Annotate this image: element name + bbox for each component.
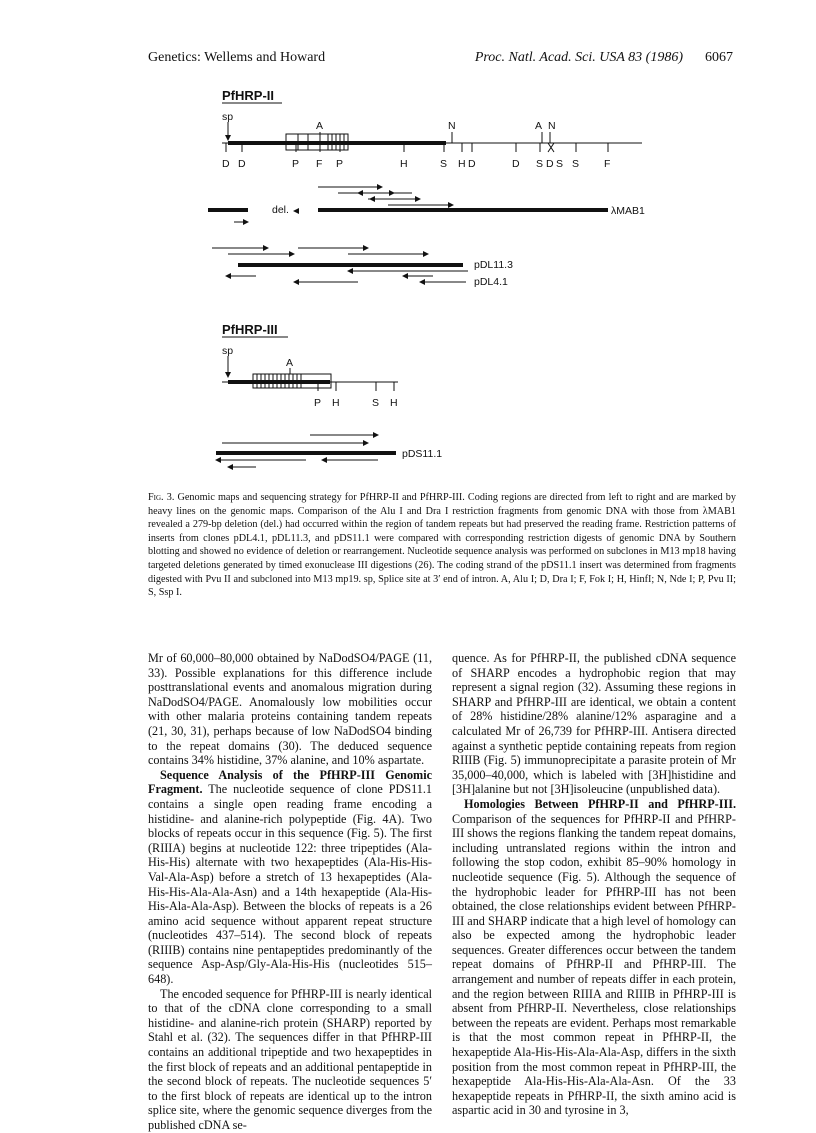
- figure-3-genomic-maps: [198, 82, 658, 472]
- figure-caption: [148, 491, 736, 600]
- caption-label: Fig. 3.: [148, 492, 175, 503]
- hrp2-site-N-2: N: [548, 120, 556, 132]
- right-paragraph-2-body: Comparison of the sequences for PfHRP-II and PfHRP-III shows the regions flanking the tandem repeat domains, including untranslated regions within the intron and following the stop codon, exhibit 85–90% homology in nucleotide sequence (Fig. 5). Although the sequence of the hydrophobic leader for PfHRP-III has not been obtained, the close relationships evident between PfHRP-III and SHARP indicate that a high level of homology can also be expected among the hydrophobic leader sequences. Greater differences occur between the tandem repeat domains of PfHRP-II and PfHRP-III. The arrangement and number of repeats differ in each protein, and the region between RIIIA and RIIIB in PfHRP-III is absent from PfHRP-II. Nevertheless, close relationships between the repeats are evident. Perhaps most remarkable is that the most common repeat in PfHRP-II, the hexapeptide Ala-His-His-Ala-Ala-Asp, differs in the sixth position from the most common repeat in PfHRP-III, the hexapeptide Ala-His-His-Ala-Ala-Asn. Of the 33 hexapeptide repeats in PfHRP-II, the sixth amino acid is aspartic acid in 30 and tyrosine in 3,: [452, 811, 736, 1118]
- hrp2-site-F-2: F: [604, 158, 611, 170]
- hrp2-site-P-2: P: [336, 158, 344, 170]
- hrp2-site-H-1: H: [400, 158, 408, 170]
- hrp2-map-title: PfHRP-II: [222, 88, 274, 103]
- clone-pdl4-1: pDL4.1: [474, 276, 508, 288]
- hrp3-site-S: S: [372, 397, 380, 409]
- figure-3-svg: [198, 82, 658, 472]
- clone-pds11-1: pDS11.1: [402, 448, 443, 460]
- hrp2-site-S-2: S: [536, 158, 544, 170]
- header-journal: Proc. Natl. Acad. Sci. USA 83 (1986): [474, 50, 683, 65]
- hrp2-site-F-1: F: [316, 158, 323, 170]
- right-paragraph-1: quence. As for PfHRP-II, the published cDNA sequence of SHARP encodes a hydrophobic region that may represent a signal region (32). Assuming these regions in SHARP and PfHRP-III are identical, we obtain a content of 28% histidine/28% alanine/12% asparagine and a calculated Mr of 26,739 for PfHRP-III. Antisera directed against a synthetic peptide containing repeats from region RIIIB (Fig. 5) immunoprecipitate a parasite protein of Mr 35,000–40,000, which is labeled with [3H]histidine and [3H]alanine but not [3H]isoleucine (unpublished data).: [452, 651, 736, 797]
- section-heading-hrp3-analysis: Sequence Analysis of the PfHRP-III Genomic Fragment.: [148, 767, 432, 797]
- hrp2-site-D-3: D: [468, 158, 476, 170]
- hrp2-site-A-2: A: [535, 120, 543, 132]
- hrp2-site-P-1: P: [292, 158, 300, 170]
- right-paragraph-2: [452, 797, 736, 1118]
- header-authors: Genetics: Wellems and Howard: [148, 50, 326, 65]
- left-paragraph-1: Mr of 60,000–80,000 obtained by NaDodSO4/PAGE (11, 33). Possible explanations for this difference include posttranslational events and anomalous migration during NaDodSO4/PAGE. Anomalously low mobilities occur with other malaria proteins containing tandem repeats (21, 30, 31), perhaps because of low NaDodSO4 binding to the repeat domains (30). The deduced sequence contains 34% histidine, 37% alanine, and 10% aspartate.: [148, 651, 432, 768]
- hrp2-splice-label: sp: [222, 111, 234, 123]
- left-paragraph-2-body: The nucleotide sequence of clone PDS11.1 contains a single open reading frame encoding a histidine- and alanine-rich polypeptide (Fig. 4A). Two blocks of repeats occur in this sequence (Fig. 5). The first (RIIIA) begins at nucleotide 122: three tripeptides (Ala-His-His) alternate with two hexapeptides (Ala-His-His-Val-Ala-Asp) before a stretch of 13 hexapeptides (Ala-His-His-Ala-Ala-Asn) and a 14th hexapeptide (Ala-His-His-Ala-Ala-Asp). Between the blocks of repeats is a 26 amino acid sequence without apparent repeat structure (nucleotides 437–514). The second block of repeats (RIIIB) contains nine pentapeptides predominantly of the sequence Asp-Asp/Gly-Ala-His-His (nucleotides 515–648).: [148, 782, 433, 987]
- hrp2-site-S-4: S: [572, 158, 580, 170]
- hrp2-site-N-1: N: [448, 120, 456, 132]
- hrp2-site-D-1: D: [222, 158, 230, 170]
- hrp3-site-A: A: [286, 357, 294, 369]
- page-number: 6067: [705, 50, 733, 65]
- hrp3-site-P: P: [314, 397, 322, 409]
- clone-lambda-mab1: λMAB1: [611, 205, 645, 217]
- hrp3-site-H-2: H: [390, 397, 398, 409]
- header-journal-info: [475, 50, 733, 66]
- running-header: [148, 50, 733, 68]
- deletion-label: del.: [272, 204, 289, 216]
- hrp2-site-D-2: D: [238, 158, 246, 170]
- section-heading-homologies: Homologies Between PfHRP-II and PfHRP-III.: [464, 796, 736, 811]
- hrp2-site-H-2: H: [458, 158, 466, 170]
- left-column: [148, 651, 432, 1133]
- hrp2-site-D-4: D: [512, 158, 520, 170]
- hrp3-map-title: PfHRP-III: [222, 322, 278, 337]
- mab1-sequencing-arrows: [234, 187, 453, 222]
- hrp2-site-A-1: A: [316, 120, 324, 132]
- hrp3-splice-label: sp: [222, 345, 234, 357]
- hrp3-site-H-1: H: [332, 397, 340, 409]
- caption-text: Genomic maps and sequencing strategy for PfHRP-II and PfHRP-III. Coding regions are directed from left to right and are marked by heavy lines on the genomic maps. Comparison of the Alu I and Dra I restriction fragments from genomic DNA with those from λMAB1 revealed a 279-bp deletion (del.) had occurred within the region of tandem repeats but had preserved the reading frame. Restriction patterns of inserts from clones pDL4.1, pDL11.3, and pDS11.1 were compared with corresponding restriction digests of genomic DNA by Southern blotting and showed no evidence of deletion or rearrangement. Nucleotide sequence analysis was performed on subclones in M13 mp18 having targeted deletions generated by timed exonuclease III digestions (26). The coding strand of the pDS11.1 insert was determined from fragments digested with Pvu II and subcloned into M13 mp19. sp, Splice site at 3′ end of intron. A, Alu I; D, Dra I; F, Fok I; H, HinfI; N, Nde I; P, Pvu II; S, Ssp I.: [148, 492, 736, 599]
- hrp2-site-S-3: S: [556, 158, 564, 170]
- right-column: [452, 651, 736, 1118]
- hrp2-site-S-1: S: [440, 158, 448, 170]
- left-paragraph-3: The encoded sequence for PfHRP-III is nearly identical to that of the cDNA clone corresponding to a small histidine- and alanine-rich protein (SHARP) reported by Stahl et al. (32). The sequences differ in that PfHRP-III contains an additional tripeptide and two hexapeptides in the first block of repeats and an additional pentapeptide in the second block of repeats. The nucleotide sequences 5′ to the first block of repeats are identical up to the intron splice site, where the genomic sequence diverges from the published cDNA se-: [148, 986, 432, 1132]
- left-paragraph-2: [148, 768, 432, 987]
- clone-pdl11-3: pDL11.3: [474, 259, 513, 271]
- hrp2-site-D-5: D: [546, 158, 554, 170]
